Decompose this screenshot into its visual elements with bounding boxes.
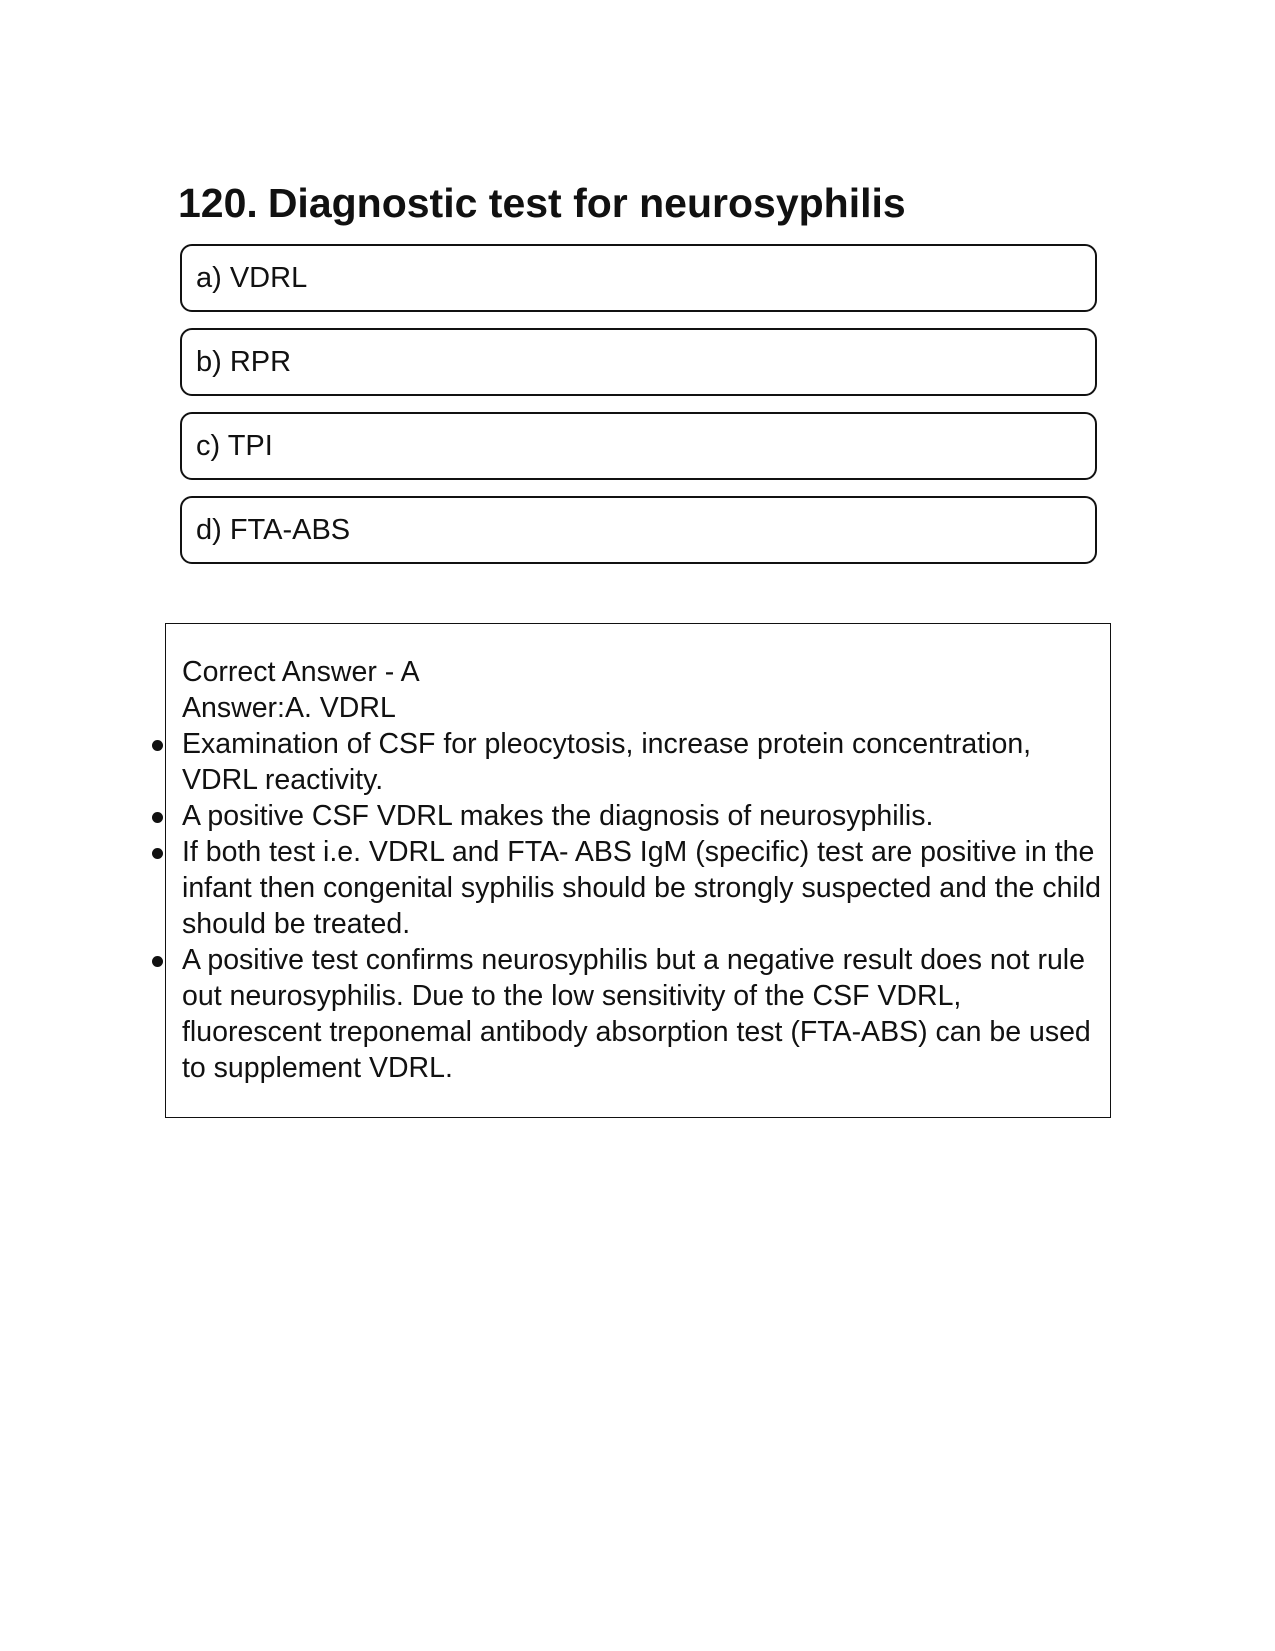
- question-title: [178, 178, 906, 228]
- question-text: Diagnostic test for neurosyphilis: [267, 180, 906, 226]
- options-list: [180, 244, 1097, 580]
- explanation-item: Examination of CSF for pleocytosis, increase protein concentration, VDRL reactivity.: [182, 726, 1107, 798]
- answer-content: [182, 654, 1107, 1086]
- explanation-item: A positive test confirms neurosyphilis but a negative result does not rule out neurosyphilis. Due to the low sensitivity of the CSF VDRL, fluorescent treponemal antibody absorption test (FTA-ABS) can be used to supplement VDRL.: [182, 942, 1107, 1086]
- option-b[interactable]: b) RPR: [180, 328, 1097, 396]
- option-a[interactable]: a) VDRL: [180, 244, 1097, 312]
- question-number: 120.: [178, 180, 258, 226]
- correct-answer-line: Correct Answer - A: [182, 656, 420, 688]
- answer-line: Answer:A. VDRL: [182, 692, 396, 724]
- answer-box: [165, 623, 1111, 1118]
- explanation-list: [182, 726, 1107, 1086]
- option-c[interactable]: c) TPI: [180, 412, 1097, 480]
- explanation-item: A positive CSF VDRL makes the diagnosis of neurosyphilis.: [182, 798, 1107, 834]
- option-d[interactable]: d) FTA-ABS: [180, 496, 1097, 564]
- explanation-item: If both test i.e. VDRL and FTA- ABS IgM (specific) test are positive in the infant then congenital syphilis should be strongly suspected and the child should be treated.: [182, 834, 1107, 942]
